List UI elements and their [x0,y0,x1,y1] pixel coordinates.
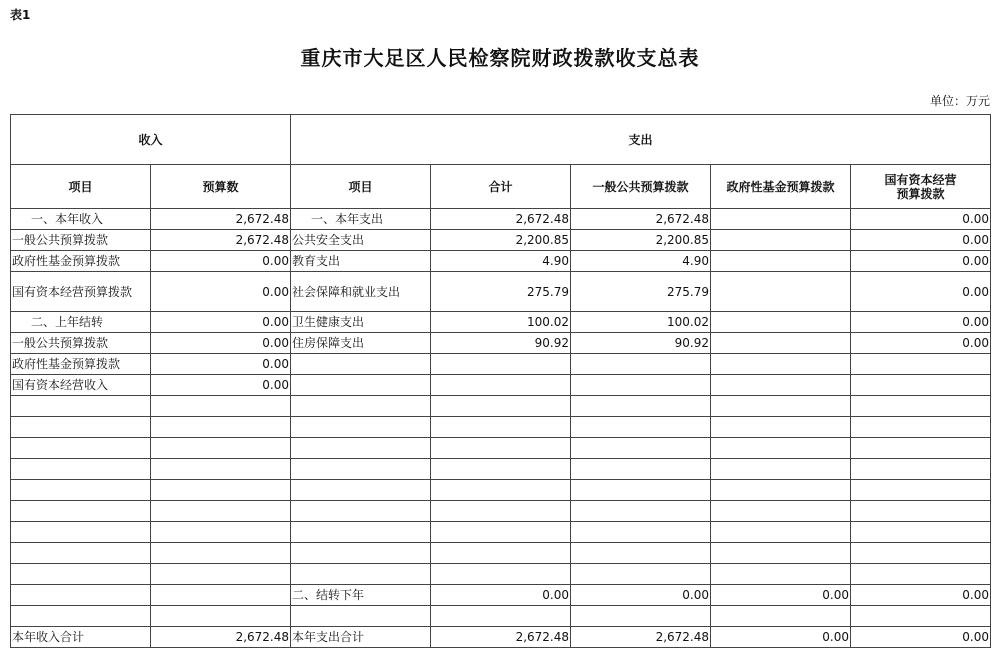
expense-capital: 0.00 [851,209,991,230]
income-value: 0.00 [151,333,291,354]
carry-gov-fund: 0.00 [711,585,851,606]
income-value: 0.00 [151,251,291,272]
col-total: 合计 [431,165,571,209]
empty-row [11,522,991,543]
expense-total-label: 本年支出合计 [291,627,431,648]
expense-capital: 0.00 [851,251,991,272]
expense-total [431,354,571,375]
budget-table [10,114,991,648]
expense-item: 住房保障支出 [291,333,431,354]
expense-capital: 0.00 [851,230,991,251]
empty-row [11,480,991,501]
group-header-row [11,115,991,165]
expense-total-sum: 2,672.48 [431,627,571,648]
expense-total [431,375,571,396]
table-row [11,312,991,333]
expense-total: 2,200.85 [431,230,571,251]
expense-capital: 0.00 [851,312,991,333]
income-value: 0.00 [151,312,291,333]
col-budget: 预算数 [151,165,291,209]
expense-capital [851,354,991,375]
carry-total: 0.00 [431,585,571,606]
totals-row [11,627,991,648]
expense-total: 100.02 [431,312,571,333]
table-row [11,354,991,375]
carry-item: 二、结转下年 [291,585,431,606]
income-item: 国有资本经营预算拨款 [11,272,151,312]
expense-general: 4.90 [571,251,711,272]
expense-gov-fund [711,230,851,251]
income-item: 政府性基金预算拨款 [11,354,151,375]
table-row [11,209,991,230]
income-total-value: 2,672.48 [151,627,291,648]
expense-gov-fund [711,312,851,333]
income-item: 二、上年结转 [11,312,151,333]
expense-gov-fund [711,333,851,354]
table-row [11,333,991,354]
income-header: 收入 [11,115,291,165]
empty-row [11,417,991,438]
income-item: 政府性基金预算拨款 [11,251,151,272]
empty-row [11,501,991,522]
expense-item: 社会保障和就业支出 [291,272,431,312]
table-row [11,272,991,312]
expense-capital: 0.00 [851,333,991,354]
carry-capital: 0.00 [851,585,991,606]
expense-gov-fund [711,209,851,230]
expense-item [291,354,431,375]
empty-row [11,543,991,564]
expense-item: 一、本年支出 [291,209,431,230]
expense-capital: 0.00 [851,272,991,312]
expense-item: 教育支出 [291,251,431,272]
column-header-row [11,165,991,209]
table-row [11,251,991,272]
col-income-item: 项目 [11,165,151,209]
income-item: 一般公共预算拨款 [11,333,151,354]
expense-gov-fund [711,272,851,312]
expense-general [571,354,711,375]
expense-total: 90.92 [431,333,571,354]
income-item: 一般公共预算拨款 [11,230,151,251]
income-value: 0.00 [151,354,291,375]
expense-general: 275.79 [571,272,711,312]
page-title: 重庆市大足区人民检察院财政拨款收支总表 [300,46,700,70]
expense-item: 卫生健康支出 [291,312,431,333]
expense-total: 4.90 [431,251,571,272]
income-total-label: 本年收入合计 [11,627,151,648]
unit-label: 单位：万元 [929,94,990,108]
expense-general: 90.92 [571,333,711,354]
expense-capital [851,375,991,396]
expense-total: 275.79 [431,272,571,312]
empty-row [11,606,991,627]
col-state-capital: 国有资本经营预算拨款 [851,165,991,209]
expense-gov-fund [711,375,851,396]
empty-row [11,459,991,480]
expense-header: 支出 [291,115,991,165]
expense-general: 100.02 [571,312,711,333]
income-item: 一、本年收入 [11,209,151,230]
expense-total: 2,672.48 [431,209,571,230]
income-item: 国有资本经营收入 [11,375,151,396]
col-gov-fund: 政府性基金预算拨款 [711,165,851,209]
table-row [11,375,991,396]
empty-row [11,564,991,585]
carry-forward-row [11,585,991,606]
table-row [11,230,991,251]
income-value: 0.00 [151,272,291,312]
empty-row [11,396,991,417]
col-general: 一般公共预算拨款 [571,165,711,209]
expense-general: 2,672.48 [571,209,711,230]
income-value: 2,672.48 [151,209,291,230]
expense-total-gov-fund: 0.00 [711,627,851,648]
expense-total-general: 2,672.48 [571,627,711,648]
col-expense-item: 项目 [291,165,431,209]
expense-gov-fund [711,251,851,272]
empty-row [11,438,991,459]
expense-gov-fund [711,354,851,375]
expense-general [571,375,711,396]
income-value: 2,672.48 [151,230,291,251]
income-value: 0.00 [151,375,291,396]
expense-item [291,375,431,396]
table-label: 表1 [10,8,31,22]
expense-general: 2,200.85 [571,230,711,251]
expense-item: 公共安全支出 [291,230,431,251]
expense-total-capital: 0.00 [851,627,991,648]
carry-general: 0.00 [571,585,711,606]
